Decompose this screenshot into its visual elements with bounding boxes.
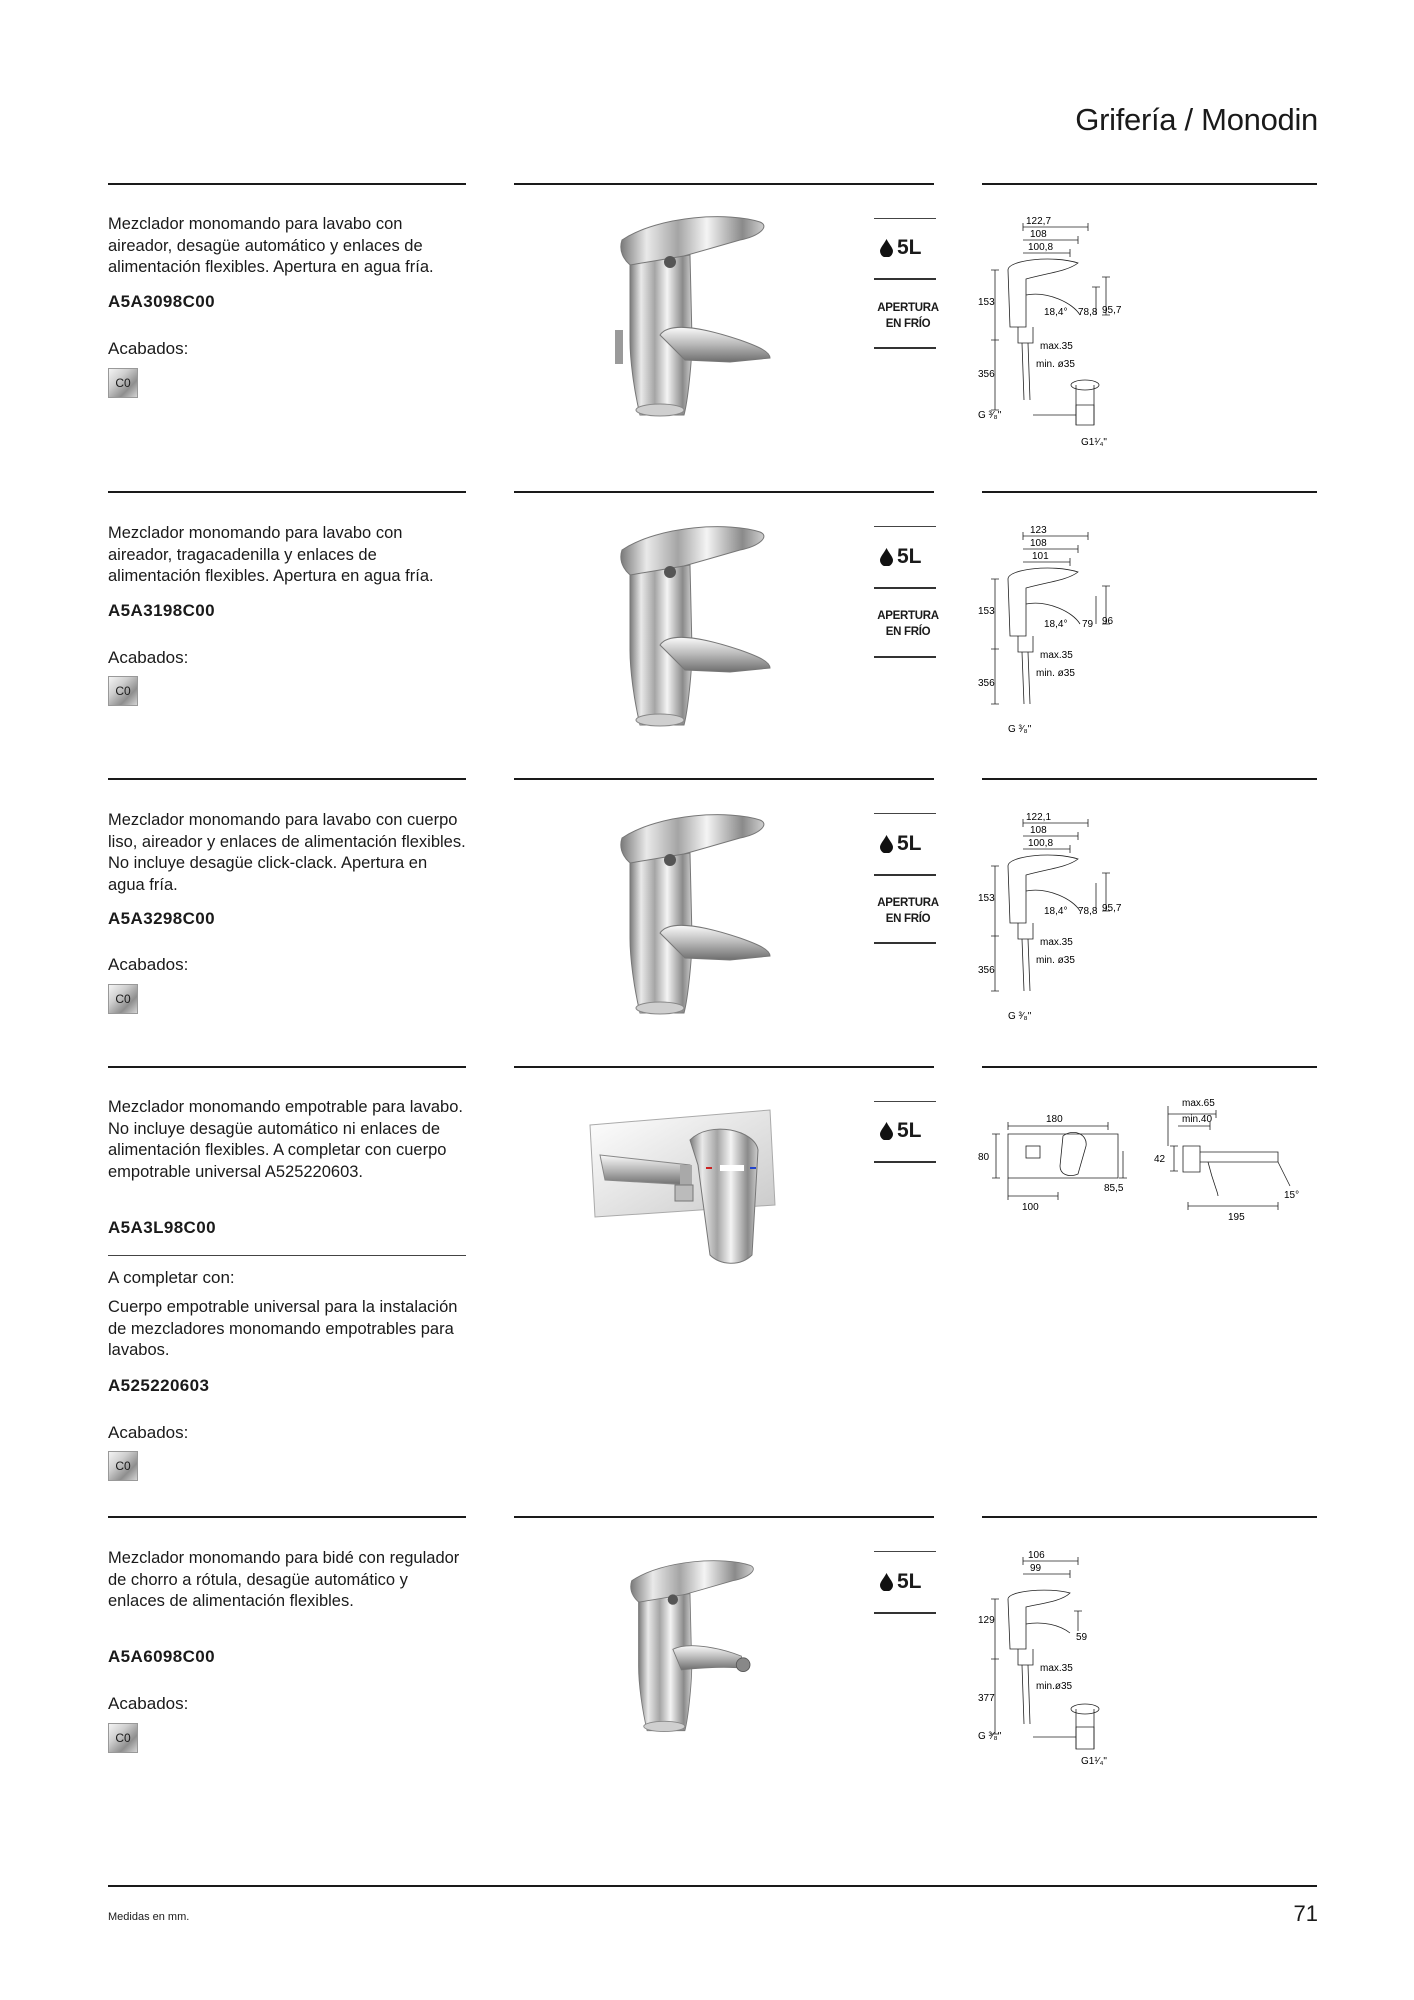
dim-d2: 96 [1102, 616, 1114, 627]
dim-max: max.35 [1040, 1663, 1073, 1674]
dim-d1: 78,8 [1078, 307, 1098, 318]
dim-angle: 18,4° [1044, 307, 1068, 318]
icon-divider [874, 1612, 936, 1614]
dim-thread2: G1¹⁄₄" [1081, 437, 1107, 448]
water-drop-icon [880, 548, 893, 566]
product-image-faucet [600, 808, 780, 1018]
finish-swatch-chrome[interactable]: C0 [108, 676, 138, 706]
dim-h2: 377 [978, 1693, 995, 1704]
dim-w1: 106 [1028, 1550, 1045, 1561]
dim-thread: G ³⁄₈" [1008, 724, 1032, 735]
cold-open-line2: EN FRÍO [885, 626, 931, 638]
flow-rate [880, 832, 940, 856]
finish-swatch-chrome[interactable]: C0 [108, 984, 138, 1014]
product-description: Mezclador monomando para lavabo con aireador, tragacadenilla y enlaces de alimentación flexibles. Apertura en agua fría. [108, 524, 434, 585]
cold-open-line1: APERTURA [877, 302, 939, 314]
dim-w2: 108 [1030, 229, 1047, 240]
product-image-faucet [600, 210, 780, 420]
product-description: Mezclador monomando empotrable para lavabo. No incluye desagüe automático ni enlaces de alimentación flexibles. A completar con cuerpo empotrable universal A525220603. [108, 1098, 463, 1181]
dim-angle: 18,4° [1044, 906, 1068, 917]
dim-angle: 15° [1284, 1190, 1300, 1201]
divider [108, 1516, 466, 1518]
product-image-wall-faucet [580, 1105, 780, 1275]
flow-rate [880, 1119, 940, 1143]
finish-swatch-chrome[interactable]: C0 [108, 1451, 138, 1481]
dim-h2: 356 [978, 965, 995, 976]
flow-rate [880, 1570, 940, 1594]
flow-rate [880, 236, 940, 260]
dim-w3: 195 [1228, 1212, 1245, 1223]
dim-w3: 100,8 [1028, 838, 1054, 849]
dim-w1: 123 [1030, 525, 1047, 536]
cold-open-line1: APERTURA [877, 610, 939, 622]
icon-divider [874, 347, 936, 349]
flow-rate-value: 5L [897, 1119, 922, 1142]
complement-code: A525220603 [108, 1376, 210, 1395]
icon-divider [874, 1551, 936, 1552]
divider [982, 183, 1317, 185]
divider [108, 491, 466, 493]
dim-w1: 122,7 [1026, 216, 1052, 227]
flow-rate-value: 5L [897, 1570, 922, 1593]
icon-divider [874, 278, 936, 280]
dim-max: max.65 [1182, 1098, 1215, 1109]
water-drop-icon [880, 239, 893, 257]
divider [108, 1066, 466, 1068]
product-description: Mezclador monomando para lavabo con cuerpo liso, aireador y enlaces de alimentación flexibles. No incluye desagüe click-clack. Apertura en agua fría. [108, 811, 466, 894]
icon-divider [874, 942, 936, 944]
dim-min: min.ø35 [1036, 1681, 1073, 1692]
dim-d1: 78,8 [1078, 906, 1098, 917]
divider [514, 1516, 934, 1518]
technical-drawing [978, 811, 1128, 1031]
dim-d1: 79 [1082, 619, 1094, 630]
dim-h1: 80 [978, 1152, 990, 1163]
technical-drawing [978, 215, 1128, 455]
product-code: A5A3198C00 [108, 601, 216, 620]
icon-divider [874, 587, 936, 589]
divider [514, 778, 934, 780]
dim-w2: 100 [1022, 1202, 1039, 1213]
icon-divider [874, 1161, 936, 1163]
dim-w1: 122,1 [1026, 812, 1052, 823]
cold-open-line1: APERTURA [877, 897, 939, 909]
divider [514, 1066, 934, 1068]
icon-divider [874, 813, 936, 814]
cold-open-badge [866, 895, 950, 927]
dim-w2: 108 [1030, 538, 1047, 549]
icon-divider [874, 1101, 936, 1102]
product-code: A5A3298C00 [108, 909, 216, 928]
dim-d2: 95,7 [1102, 305, 1122, 316]
cold-open-line2: EN FRÍO [885, 913, 931, 925]
complete-with-label: A completar con: [108, 1268, 235, 1287]
dim-min: min. ø35 [1036, 955, 1075, 966]
finishes-label: Acabados: [108, 955, 189, 974]
icon-divider [874, 218, 936, 219]
dim-w3: 101 [1032, 551, 1049, 562]
finishes-label: Acabados: [108, 648, 189, 667]
divider [108, 183, 466, 185]
flow-rate-value: 5L [897, 832, 922, 855]
flow-rate [880, 545, 940, 569]
dim-max: max.35 [1040, 650, 1073, 661]
technical-drawing [978, 524, 1128, 744]
product-image-bidet-faucet [610, 1555, 770, 1735]
dim-max: max.35 [1040, 937, 1073, 948]
icon-divider [874, 656, 936, 658]
icon-divider [874, 526, 936, 527]
divider [108, 778, 466, 780]
dim-min: min. ø35 [1036, 668, 1075, 679]
divider [514, 491, 934, 493]
dim-thread: G ³⁄₈" [1008, 1011, 1032, 1022]
product-image-faucet [600, 520, 780, 730]
dim-w2: 108 [1030, 825, 1047, 836]
dim-thread: G ³⁄₈" [978, 1731, 1002, 1742]
dim-thread2: G1¹⁄₄" [1081, 1756, 1107, 1767]
finishes-label: Acabados: [108, 339, 189, 358]
finish-swatch-chrome[interactable]: C0 [108, 1723, 138, 1753]
page-number: 71 [1293, 1901, 1318, 1926]
product-description: Mezclador monomando para bidé con regulador de chorro a rótula, desagüe automático y enlaces de alimentación flexibles. [108, 1549, 460, 1610]
dim-d2: 95,7 [1102, 903, 1122, 914]
dim-angle: 18,4° [1044, 619, 1068, 630]
product-code: A5A3L98C00 [108, 1218, 216, 1237]
product-code: A5A6098C00 [108, 1647, 216, 1666]
divider [982, 778, 1317, 780]
water-drop-icon [880, 1122, 893, 1140]
dim-min: min.40 [1182, 1114, 1213, 1125]
dim-h1: 153 [978, 893, 995, 904]
complement-description: Cuerpo empotrable universal para la instalación de mezcladores monomando empotrables para lavabos. [108, 1298, 458, 1359]
dim-thread: G ³⁄₈" [978, 410, 1002, 421]
finishes-label: Acabados: [108, 1423, 189, 1442]
page-title: Grifería / Monodin [1075, 102, 1318, 137]
technical-drawing [978, 1096, 1308, 1231]
icon-divider [874, 874, 936, 876]
dim-w1: 180 [1046, 1114, 1063, 1125]
finish-swatch-chrome[interactable]: C0 [108, 368, 138, 398]
divider [514, 183, 934, 185]
water-drop-icon [880, 835, 893, 853]
product-description: Mezclador monomando para lavabo con aireador, desagüe automático y enlaces de alimentación flexibles. Apertura en agua fría. [108, 215, 434, 276]
dim-max: max.35 [1040, 341, 1073, 352]
dim-d1: 85,5 [1104, 1183, 1124, 1194]
finishes-label: Acabados: [108, 1694, 189, 1713]
cold-open-line2: EN FRÍO [885, 318, 931, 330]
cold-open-badge [866, 608, 950, 640]
divider [982, 1516, 1317, 1518]
flow-rate-value: 5L [897, 236, 922, 259]
dim-h1: 153 [978, 606, 995, 617]
dim-h2: 356 [978, 369, 995, 380]
divider [108, 1255, 466, 1256]
dim-d1: 59 [1076, 1632, 1088, 1643]
dim-h1: 153 [978, 297, 995, 308]
dim-h2: 42 [1154, 1154, 1166, 1165]
dim-h1: 129 [978, 1615, 995, 1626]
dim-min: min. ø35 [1036, 359, 1075, 370]
dim-h2: 356 [978, 678, 995, 689]
footer-divider [108, 1885, 1317, 1887]
cold-open-badge [866, 300, 950, 332]
technical-drawing [978, 1549, 1128, 1769]
dim-w2: 99 [1030, 1563, 1042, 1574]
divider [982, 491, 1317, 493]
dim-w3: 100,8 [1028, 242, 1054, 253]
divider [982, 1066, 1317, 1068]
product-code: A5A3098C00 [108, 292, 216, 311]
water-drop-icon [880, 1573, 893, 1591]
footnote-units: Medidas en mm. [108, 1911, 190, 1923]
flow-rate-value: 5L [897, 545, 922, 568]
